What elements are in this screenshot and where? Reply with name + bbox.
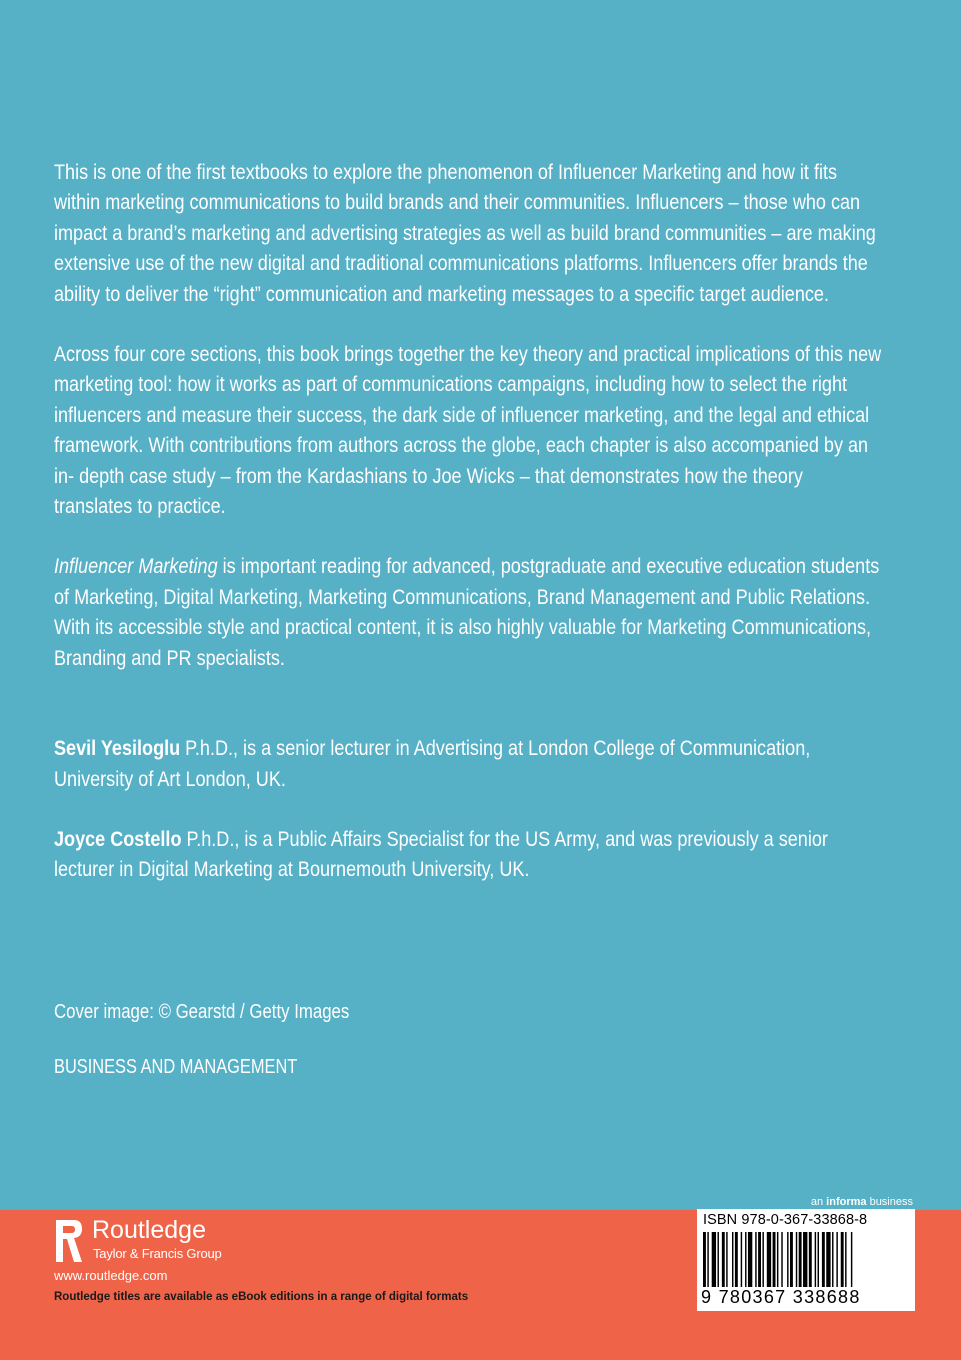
routledge-logo-icon [54,1218,84,1264]
informa-brand: informa [826,1196,867,1208]
author-bio-text-2: P.h.D., is a Public Affairs Specialist for the US Army, and was previously a senior lecturer in Digital Marketing at Bournemouth University, UK. [54,827,828,882]
description-paragraph-1: This is one of the first textbooks to explore the phenomenon of Influencer Marketing and how it fits within marketing communications to build brands and their communities. Influencers – those who can impact a brand’s marketing and advertising strategies as well as build brand communities – are making extensive use of the new digital and traditional communications platforms. Influencers offer brands the ability to deliver the “right” communication and marketing messages to a specific target audience. [54,161,876,306]
book-title-italic: Influencer Marketing [54,555,218,579]
cover-image-credit: Cover image: © Gearstd / Getty Images [54,1001,350,1023]
ebook-note: Routledge titles are available as eBook editions in a range of digital formats [54,1291,469,1303]
barcode-digits: 9 780367 338688 [701,1287,861,1307]
description-paragraph-3 [54,552,884,674]
isbn-number: ISBN 978-0-367-33868-8 [703,1212,868,1228]
author-name-1: Sevil Yesiloglu [54,737,181,761]
description-paragraph-3-text: is important reading for advanced, postgraduate and executive education students of Marketing, Digital Marketing, Marketing Communications, Brand Management and Public Relations. With its accessible style and practical content, it is also highly valuable for Marketing Communications, Branding and PR specialists. [54,555,880,670]
subject-category: BUSINESS AND MANAGEMENT [54,1056,298,1078]
author-bio-2 [54,825,884,886]
informa-suffix: business [866,1196,913,1208]
publisher-url[interactable]: www.routledge.com [54,1268,168,1283]
back-cover-blurb [54,158,884,916]
author-bio-text-1: P.h.D., is a senior lecturer in Advertising at London College of Communication, University of Art London, UK. [54,737,811,791]
barcode-bars-icon [703,1232,911,1290]
informa-prefix: an [810,1196,827,1208]
publisher-group: Taylor & Francis Group [93,1246,222,1261]
publisher-name: Routledge [92,1216,206,1244]
informa-business-label [811,1196,913,1208]
description-paragraph-2: Across four core sections, this book brings together the key theory and practical implications of this new marketing tool: how it works as part of communications campaigns, including how to select the right influencers and measure their success, the dark side of influencer marketing, and the legal and ethical framework. With contributions from authors across the globe, each chapter is also accompanied by an in- depth case study – from the Kardashians to Joe Wicks – that demonstrates how the theory translates to practice. [54,343,882,519]
author-name-2: Joyce Costello [54,827,182,851]
author-bio-1 [54,734,884,795]
isbn-barcode [697,1209,915,1311]
